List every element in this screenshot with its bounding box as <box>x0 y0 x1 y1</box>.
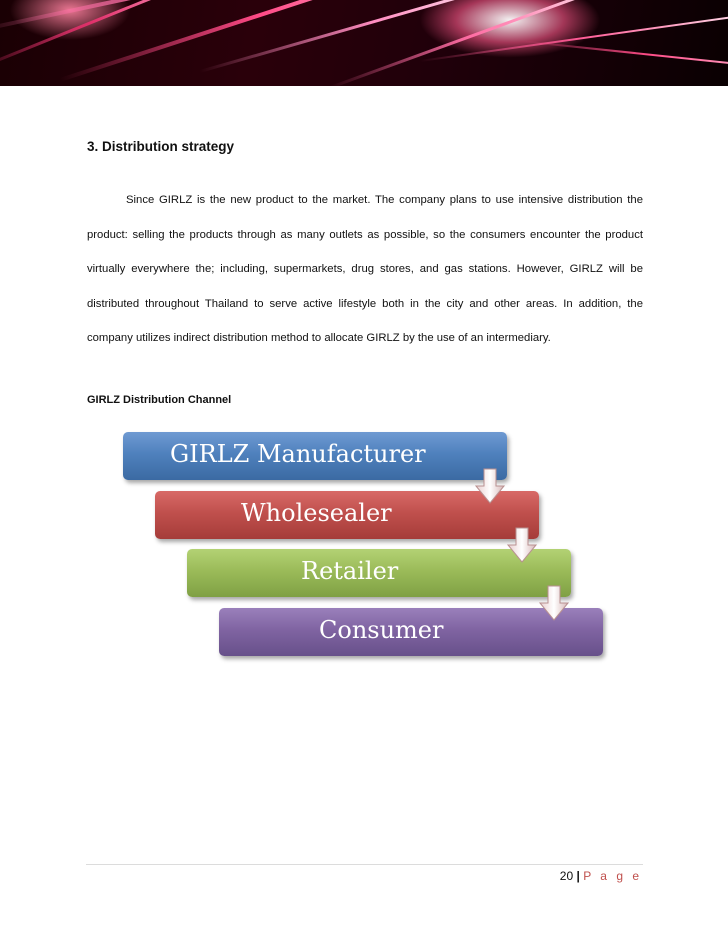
page-word: P a g e <box>583 869 642 883</box>
footer-divider <box>86 864 643 865</box>
section-heading: 3. Distribution strategy <box>87 139 235 154</box>
page-number: 20 <box>559 869 574 883</box>
figure-caption: GIRLZ Distribution Channel <box>87 394 232 406</box>
step-consumer-label: Consumer <box>319 616 444 644</box>
page-footer <box>560 869 642 883</box>
down-arrow-icon <box>507 527 537 563</box>
step-retailer-label: Retailer <box>301 557 399 585</box>
step-wholesaler-label: Wholesealer <box>241 499 392 527</box>
down-arrow-icon <box>475 468 505 504</box>
body-paragraph: Since GIRLZ is the new product to the market. The company plans to use intensive distribution the product: selling the products through as many outlets as possible, so the consumers encounter the product virtually everywhere the; including, supermarkets, drug stores, and gas stations. However, GIRLZ will be distributed throughout Thailand to serve active lifestyle both in the city and other areas. In addition, the company utilizes indirect distribution method to allocate GIRLZ by the use of an intermediary. <box>87 194 643 344</box>
header-banner <box>0 0 728 86</box>
footer-separator: | <box>576 869 580 883</box>
step-manufacturer-label: GIRLZ Manufacturer <box>170 440 426 468</box>
step-manufacturer <box>123 432 507 480</box>
down-arrow-icon <box>539 585 569 621</box>
